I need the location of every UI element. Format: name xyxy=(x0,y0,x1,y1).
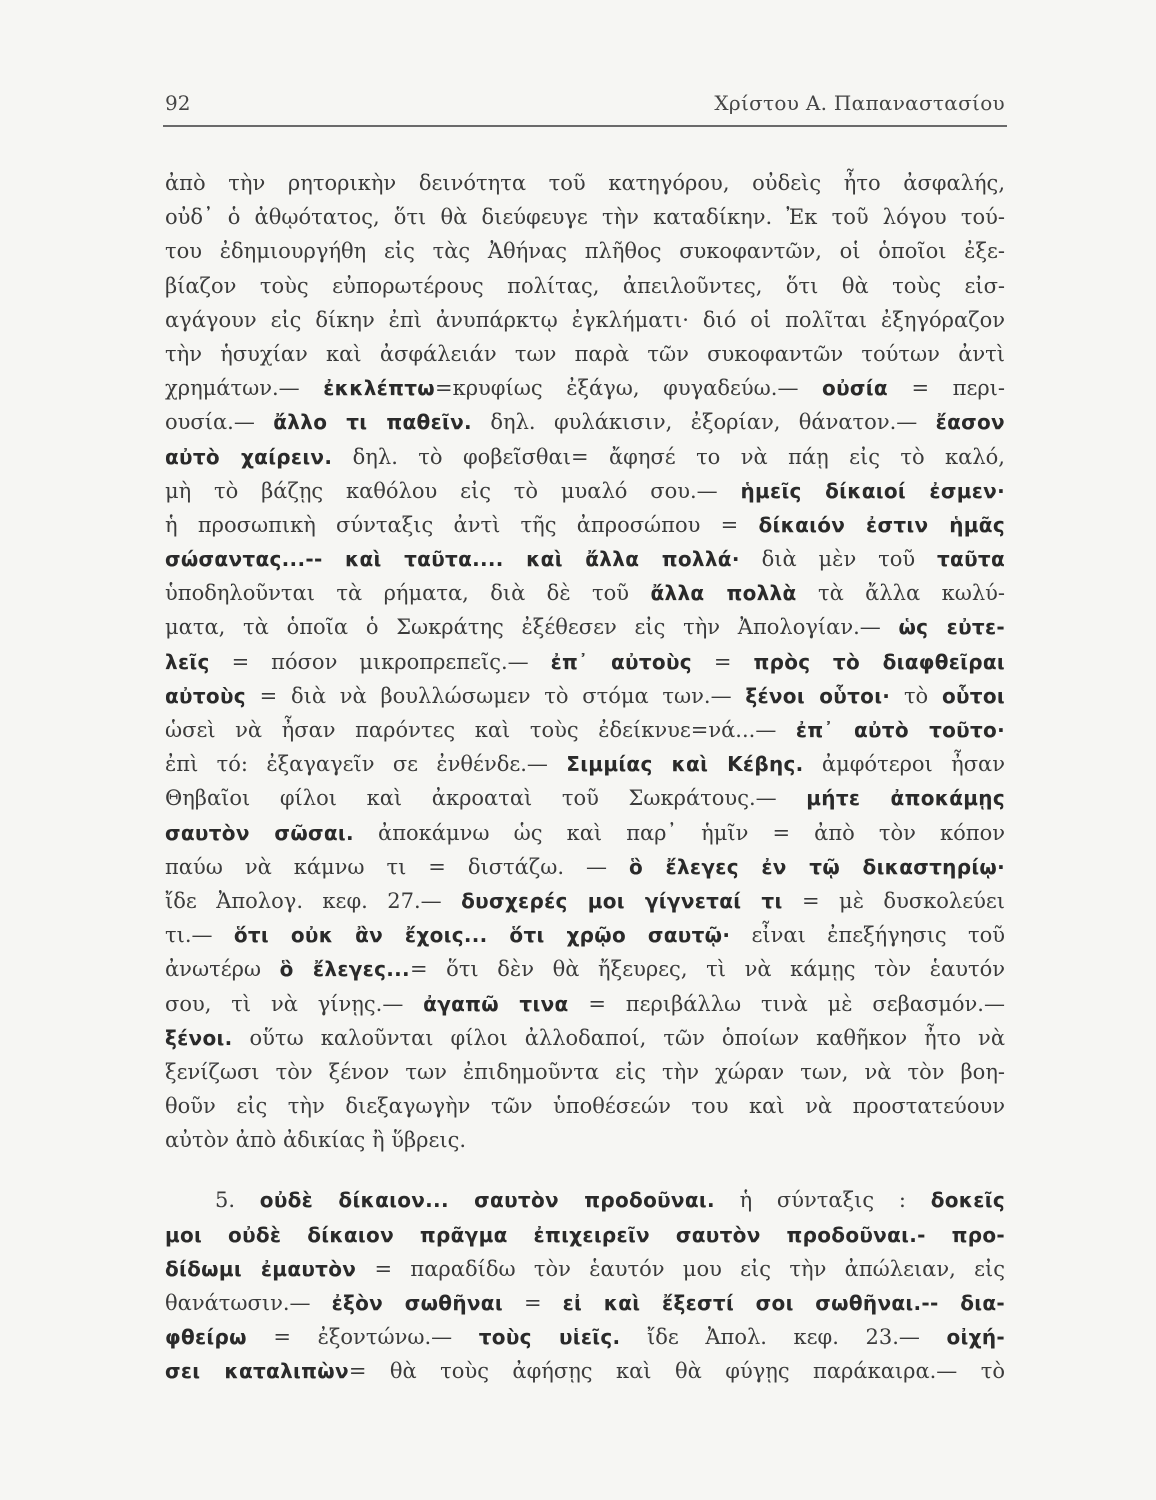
bold-lemma: ὃ ἔλεγες... xyxy=(279,957,410,982)
bold-lemma: δοκεῖς xyxy=(930,1188,1005,1213)
commentary-text: αὐτὸν ἀπὸ ἀδικίας ἢ ὕβρεις. xyxy=(165,1128,467,1153)
bold-lemma: ἡμεῖς δίκαιοί ἐσμεν· xyxy=(740,478,1005,503)
bold-lemma: οὐσία xyxy=(822,376,888,401)
commentary-text: βίαζον τοὺς εὐπορωτέρους πολίτας, ἀπειλοῦντες, ὅτι θὰ τοὺς εἰσ- xyxy=(165,273,1005,298)
bold-lemma: πρὸς τὸ διαφθεῖραι xyxy=(753,649,1006,674)
bold-lemma: μήτε ἀποκάμῃς xyxy=(806,786,1005,811)
bold-lemma: λεῖς xyxy=(165,649,210,674)
commentary-text: ἐπὶ τό: ἐξαγαγεῖν σε ἐνθένδε.— xyxy=(165,752,567,777)
text-line xyxy=(165,918,1005,952)
commentary-text: εἶναι ἐπεξήγησις τοῦ xyxy=(730,923,1005,948)
bold-lemma: δυσχερές μοι γίγνεταί τι xyxy=(461,888,783,913)
text-line xyxy=(165,371,1005,405)
bold-lemma: μοι οὐδὲ δίκαιον πρᾶγμα ἐπιχειρεῖν σαυτὸν προδοῦναι.- προ- xyxy=(165,1222,1005,1247)
commentary-text: ἡ σύνταξις : xyxy=(714,1188,931,1213)
commentary-text: τὴν ἡσυχίαν καὶ ἀσφάλειάν των παρὰ τῶν συκοφαντῶν τούτων ἀντὶ xyxy=(165,341,1005,366)
text-line xyxy=(165,1320,1005,1354)
text-line xyxy=(165,166,1005,200)
text-line xyxy=(165,713,1005,747)
text-line xyxy=(165,747,1005,781)
bold-lemma: δίδωμι ἐμαυτὸν xyxy=(165,1256,357,1281)
commentary-text: τὰ ἄλλα κωλύ- xyxy=(796,581,1005,606)
text-line xyxy=(165,234,1005,268)
text-line xyxy=(165,405,1005,439)
commentary-text: = θὰ τοὺς ἀφήσῃς καὶ θὰ φύγῃς παράκαιρα.— τὸ xyxy=(348,1359,1006,1384)
commentary-text: = ὅτι δὲν θὰ ἤξευρες, τὶ νὰ κάμῃς τὸν ἑαυτόν xyxy=(409,957,1005,982)
text-line xyxy=(165,952,1005,986)
commentary-text: αγάγουν εἰς δίκην ἐπὶ ἀνυπάρκτῳ ἐγκλήματι· διό οἱ πολῖται ἐξηγόραζον xyxy=(165,307,1005,332)
text-line xyxy=(165,1021,1005,1055)
text-line xyxy=(165,1123,1005,1157)
commentary-text: ὡσεὶ νὰ ἦσαν παρόντες καὶ τοὺς ἐδείκνυε=νά...— xyxy=(165,718,796,742)
text-line xyxy=(165,440,1005,474)
bold-lemma: αὐτοὺς xyxy=(165,683,246,708)
bold-lemma: αὐτὸ χαίρειν. xyxy=(165,444,333,469)
bold-lemma: οἰχή- xyxy=(946,1325,1005,1350)
commentary-text: ὑποδηλοῦνται τὰ ρήματα, διὰ δὲ τοῦ xyxy=(165,581,651,606)
commentary-text: δηλ. τὸ φοβεῖσθαι= ἄφησέ το νὰ πάῃ εἰς τὸ καλό, xyxy=(332,444,1005,469)
bold-lemma: ὡς εὐτε- xyxy=(898,615,1005,640)
text-line xyxy=(165,1055,1005,1089)
bold-lemma: ἐπ᾽ αὐτοὺς xyxy=(550,649,692,674)
commentary-text: ἀνωτέρω xyxy=(165,957,280,982)
text-line xyxy=(165,1089,1005,1123)
commentary-text: σου, τὶ νὰ γίνῃς.— xyxy=(165,991,424,1016)
bold-lemma: ξένοι οὗτοι· xyxy=(745,683,891,708)
commentary-text: ματα, τὰ ὁποῖα ὁ Σωκράτης ἐξέθεσεν εἰς τὴν Ἀπολογίαν.— xyxy=(165,615,899,640)
bold-lemma: σώσαντας...-- καὶ ταῦτα.... καὶ ἄλλα πολλά· xyxy=(165,547,740,572)
text-line xyxy=(165,850,1005,884)
bold-lemma: φθείρω xyxy=(165,1325,247,1350)
commentary-text: οὕτω καλοῦνται φίλοι ἀλλοδαποί, τῶν ὁποίων καθῆκον ἦτο νὰ xyxy=(232,1025,1005,1050)
commentary-text: ἀπὸ τὴν ρητορικὴν δεινότητα τοῦ κατηγόρου, οὐδεὶς ἦτο ἀσφαλής, xyxy=(165,171,1005,195)
commentary-text: = παραδίδω τὸν ἑαυτόν μου εἰς τὴν ἀπώλειαν, εἰς xyxy=(356,1256,1005,1281)
commentary-text: = xyxy=(502,1291,563,1315)
text-line xyxy=(165,303,1005,337)
text-line xyxy=(165,1183,1005,1217)
header-rule xyxy=(163,125,1007,127)
bold-lemma: σαυτὸν σῶσαι. xyxy=(165,820,354,845)
commentary-text: Θηβαῖοι φίλοι καὶ ἀκροαταὶ τοῦ Σωκράτους.— xyxy=(165,786,807,811)
commentary-text: χρημάτων.— xyxy=(165,376,324,401)
commentary-text: = περι- xyxy=(887,376,1006,401)
text-line xyxy=(165,1218,1005,1252)
commentary-text: ξενίζωσι τὸν ξένον των ἐπιδημοῦντα εἰς τὴν χώραν των, νὰ τὸν βοη- xyxy=(165,1059,1005,1084)
commentary-text: = xyxy=(691,649,754,674)
text-line xyxy=(165,679,1005,713)
text-line xyxy=(165,1252,1005,1286)
text-line xyxy=(165,781,1005,815)
bold-lemma: ἔασον xyxy=(935,410,1005,435)
commentary-text: = πόσον μικροπρεπεῖς.— xyxy=(209,649,551,674)
paragraph xyxy=(165,166,1005,1157)
commentary-text: ἴδε Ἀπολ. κεφ. 23.— xyxy=(620,1325,947,1350)
commentary-text: = ἐξοντώνω.— xyxy=(246,1325,479,1350)
text-line xyxy=(165,542,1005,576)
commentary-text: =κρυφίως ἐξάγω, φυγαδεύω.— xyxy=(434,376,823,401)
commentary-text: 5. xyxy=(215,1188,260,1213)
bold-lemma: Σιμμίας καὶ Κέβης. xyxy=(566,752,804,777)
commentary-text: τὸ xyxy=(890,683,942,708)
text-line xyxy=(165,337,1005,371)
text-line xyxy=(165,576,1005,610)
commentary-text: διὰ μὲν τοῦ xyxy=(739,547,937,572)
bold-lemma: ἀγαπῶ τινα xyxy=(423,991,569,1016)
bold-lemma: ἄλλο τι παθεῖν. xyxy=(273,410,472,435)
bold-lemma: δίκαιόν ἐστιν ἡμᾶς xyxy=(758,512,1005,537)
bold-lemma: ὃ ἔλεγες ἐν τῷ δικαστηρίῳ· xyxy=(628,854,1006,879)
text-line xyxy=(165,1286,1005,1320)
commentary-text: = μὲ δυσκολεύει xyxy=(782,888,1006,913)
text-line xyxy=(165,1354,1005,1388)
bold-lemma: ἐκκλέπτω xyxy=(323,376,435,401)
commentary-text: ἀποκάμνω ὡς καὶ παρ᾽ ἡμῖν = ἀπὸ τὸν κόπον xyxy=(353,820,1005,845)
bold-lemma: οὐδὲ δίκαιον... σαυτὸν προδοῦναι. xyxy=(259,1188,715,1213)
body-text xyxy=(165,166,1005,1389)
bold-lemma: ἄλλα πολλὰ xyxy=(650,581,797,606)
commentary-text: μὴ τὸ βάζῃς καθόλου εἰς τὸ μυαλό σου.— xyxy=(165,478,741,503)
bold-lemma: ταῦτα xyxy=(936,547,1005,572)
bold-lemma: σει καταλιπὼν xyxy=(165,1359,349,1384)
commentary-text: ἀμφότεροι ἦσαν xyxy=(803,752,1005,777)
text-line xyxy=(165,610,1005,644)
bold-lemma: ὅτι οὐκ ἂν ἔχοις... ὅτι χρῷο σαυτῷ· xyxy=(233,923,731,948)
bold-lemma: ἐξὸν σωθῆναι xyxy=(331,1291,503,1315)
commentary-text: θανάτωσιν.— xyxy=(165,1291,332,1315)
bold-lemma: ξένοι. xyxy=(165,1025,233,1050)
commentary-text: του ἐδημιουργήθη εἰς τὰς Ἀθήνας πλῆθος συκοφαντῶν, οἱ ὁποῖοι ἐξε- xyxy=(165,239,1005,264)
text-line xyxy=(165,474,1005,508)
commentary-text: ἡ προσωπικὴ σύνταξις ἀντὶ τῆς ἀπροσώπου = xyxy=(165,512,759,537)
commentary-text: ουσία.— xyxy=(165,410,274,435)
text-line xyxy=(165,269,1005,303)
commentary-text: = περιβάλλω τινὰ μὲ σεβασμόν.— xyxy=(568,991,1005,1016)
commentary-text: οὐδ᾽ ὁ ἀθῳότατος, ὅτι θὰ διεύφευγε τὴν καταδίκην. Ἐκ τοῦ λόγου τού- xyxy=(165,205,1005,230)
bold-lemma: εἰ καὶ ἔξεστί σοι σωθῆναι.-- δια- xyxy=(562,1291,1006,1315)
text-line xyxy=(165,884,1005,918)
bold-lemma: οὗτοι xyxy=(941,683,1005,708)
text-line xyxy=(165,645,1005,679)
bold-lemma: τοὺς υἱεῖς. xyxy=(478,1325,621,1350)
running-head: Χρίστου Α. Παπαναστασίου xyxy=(714,91,1005,115)
page-header xyxy=(165,90,1005,116)
text-line xyxy=(165,508,1005,542)
page-number: 92 xyxy=(165,91,191,115)
bold-lemma: ἐπ᾽ αὐτὸ τοῦτο· xyxy=(795,718,1005,742)
commentary-text: θοῦν εἰς τὴν διεξαγωγὴν τῶν ὑποθέσεών του καὶ νὰ προστατεύουν xyxy=(165,1094,1005,1119)
commentary-text: δηλ. φυλάκισιν, ἐξορίαν, θάνατον.— xyxy=(471,410,936,435)
text-line xyxy=(165,987,1005,1021)
commentary-text: τι.— xyxy=(165,923,234,948)
commentary-text: ἴδε Ἀπολογ. κεφ. 27.— xyxy=(165,888,462,913)
text-line xyxy=(165,816,1005,850)
commentary-text: = διὰ νὰ βουλλώσωμεν τὸ στόμα των.— xyxy=(245,683,746,708)
commentary-text: παύω νὰ κάμνω τι = διστάζω. — xyxy=(165,854,629,879)
text-line xyxy=(165,200,1005,234)
paragraph xyxy=(165,1183,1005,1388)
